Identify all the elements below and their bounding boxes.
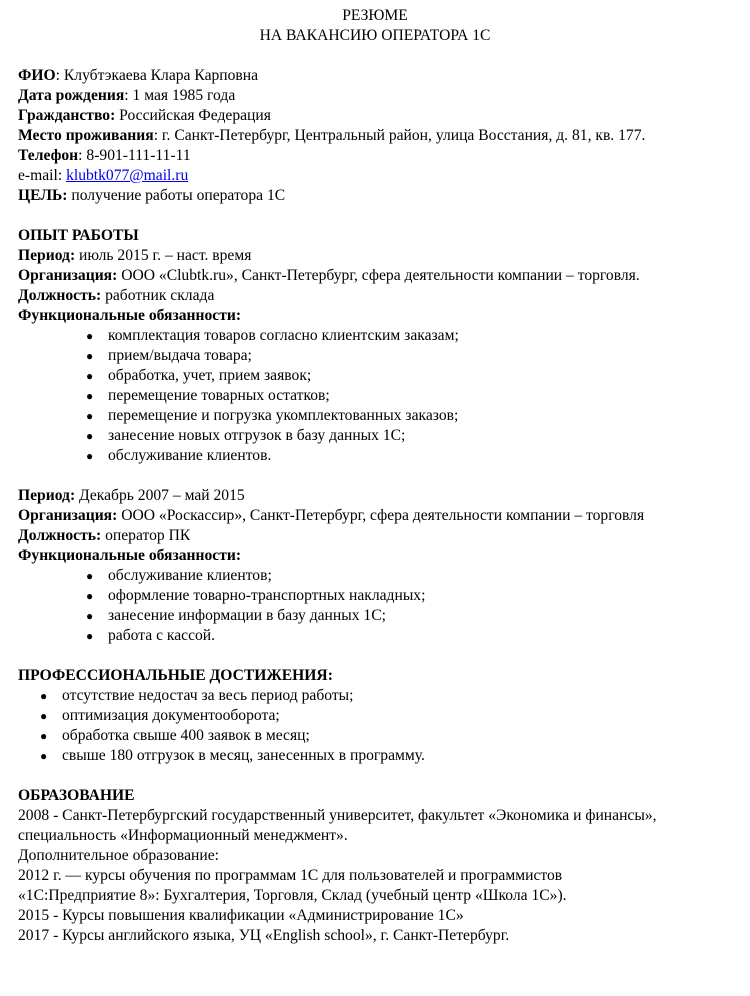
list-item-text: свыше 180 отгрузок в месяц, занесенных в программу. <box>62 747 425 764</box>
list-item <box>18 726 746 746</box>
list-item-text: отсутствие недостач за весь период работы; <box>62 687 354 704</box>
bullet-icon: ● <box>86 629 94 643</box>
citizenship-value: Российская Федерация <box>115 107 271 124</box>
list-item-text: обслуживание клиентов. <box>108 447 272 464</box>
phone-value: : 8-901-111-11-11 <box>78 147 191 164</box>
job-org-line <box>18 506 746 526</box>
achievements-list <box>18 686 746 766</box>
job-position-value: работник склада <box>101 287 215 304</box>
list-item <box>18 586 746 606</box>
list-item <box>18 446 746 466</box>
bullet-icon: ● <box>86 569 94 583</box>
job-period-line <box>18 246 746 266</box>
list-item-text: прием/выдача товара; <box>108 347 252 364</box>
resume-subtitle: НА ВАКАНСИЮ ОПЕРАТОРА 1С <box>259 27 491 44</box>
job-period-value: Декабрь 2007 – май 2015 <box>75 487 245 504</box>
list-item-text: обработка, учет, прием заявок; <box>108 367 312 384</box>
bullet-icon: ● <box>86 369 94 383</box>
resume-page <box>18 6 746 946</box>
list-item-text: комплектация товаров согласно клиентским заказам; <box>108 327 459 344</box>
list-item-text: обработка свыше 400 заявок в месяц; <box>62 727 310 744</box>
fio-line <box>18 66 746 86</box>
list-item-text: занесение информации в базу данных 1С; <box>108 607 386 624</box>
job-duties-list <box>18 326 746 466</box>
email-link[interactable]: klubtk077@mail.ru <box>66 167 189 184</box>
phone-label: Телефон <box>18 147 79 164</box>
list-item-text: перемещение товарных остатков; <box>108 387 330 404</box>
bullet-icon: ● <box>86 429 94 443</box>
list-item <box>18 406 746 426</box>
job-period-label: Период: <box>18 247 76 264</box>
goal-value: получение работы оператора 1С <box>67 187 286 204</box>
education-main: 2008 - Санкт-Петербургский государственный университет, факультет «Экономика и финансы», специальность «Информационный менеджмент». <box>18 807 657 844</box>
list-item <box>18 326 746 346</box>
list-item-text: обслуживание клиентов; <box>108 567 272 584</box>
list-item-text: оформление товарно-транспортных накладных; <box>108 587 426 604</box>
job-position-line <box>18 526 746 546</box>
fio-label: ФИО <box>18 67 56 84</box>
job-entry <box>18 246 746 466</box>
education-additional-label: Дополнительное образование: <box>18 847 219 864</box>
job-org-label: Организация: <box>18 267 118 284</box>
achievements-heading: ПРОФЕССИОНАЛЬНЫЕ ДОСТИЖЕНИЯ: <box>18 667 333 684</box>
job-duties-label-text: Функциональные обязанности: <box>18 547 242 564</box>
job-period-value: июль 2015 г. – наст. время <box>75 247 252 264</box>
list-item <box>18 746 746 766</box>
bullet-icon: ● <box>40 709 48 723</box>
list-item <box>18 386 746 406</box>
dob-label: Дата рождения <box>18 87 125 104</box>
list-item <box>18 626 746 646</box>
job-position-label: Должность: <box>18 287 102 304</box>
job-position-line <box>18 286 746 306</box>
job-org-value: ООО «Clubtk.ru», Санкт-Петербург, сфера деятельности компании – торговля. <box>117 267 640 284</box>
list-item-text: работа с кассой. <box>108 627 216 644</box>
bullet-icon: ● <box>86 609 94 623</box>
bullet-icon: ● <box>86 409 94 423</box>
list-item <box>18 566 746 586</box>
citizenship-line <box>18 106 746 126</box>
job-entry <box>18 486 746 646</box>
list-item-text: занесение новых отгрузок в базу данных 1С; <box>108 427 406 444</box>
goal-label: ЦЕЛЬ: <box>18 187 68 204</box>
bullet-icon: ● <box>40 729 48 743</box>
job-period-line <box>18 486 746 506</box>
job-org-label: Организация: <box>18 507 118 524</box>
goal-line <box>18 186 746 206</box>
list-item <box>18 426 746 446</box>
dob-line <box>18 86 746 106</box>
residence-value: : г. Санкт-Петербург, Центральный район, улица Восстания, д. 81, кв. 177. <box>153 127 646 144</box>
list-item <box>18 606 746 626</box>
education-heading: ОБРАЗОВАНИЕ <box>18 787 135 804</box>
job-position-label: Должность: <box>18 527 102 544</box>
fio-value: : Клубтэкаева Клара Карповна <box>55 67 259 84</box>
bullet-icon: ● <box>86 449 94 463</box>
bullet-icon: ● <box>86 589 94 603</box>
email-label: e-mail: <box>18 167 67 184</box>
job-duties-label <box>18 546 746 566</box>
list-item <box>18 686 746 706</box>
email-line <box>18 166 746 186</box>
citizenship-label: Гражданство: <box>18 107 116 124</box>
job-duties-label-text: Функциональные обязанности: <box>18 307 242 324</box>
dob-value: : 1 мая 1985 года <box>124 87 236 104</box>
job-org-line <box>18 266 746 286</box>
list-item-text: перемещение и погрузка укомплектованных заказов; <box>108 407 459 424</box>
job-period-label: Период: <box>18 487 76 504</box>
education-course: 2012 г. — курсы обучения по программам 1С для пользователей и программистов «1С:Предприятие 8»: Бухгалтерия, Торговля, Склад (учебный центр «Школа 1С»). <box>18 867 567 904</box>
resume-title: РЕЗЮМЕ <box>342 7 408 24</box>
education-course: 2015 - Курсы повышения квалификации «Администрирование 1С» <box>18 907 464 924</box>
job-org-value: ООО «Роскассир», Санкт-Петербург, сфера деятельности компании – торговля <box>117 507 645 524</box>
bullet-icon: ● <box>86 389 94 403</box>
job-position-value: оператор ПК <box>101 527 191 544</box>
bullet-icon: ● <box>86 349 94 363</box>
list-item-text: оптимизация документооборота; <box>62 707 280 724</box>
list-item <box>18 366 746 386</box>
list-item <box>18 346 746 366</box>
residence-line <box>18 126 708 146</box>
bullet-icon: ● <box>40 689 48 703</box>
list-item <box>18 706 746 726</box>
education-course: 2017 - Курсы английского языка, УЦ «English school», г. Санкт-Петербург. <box>18 927 510 944</box>
job-duties-label <box>18 306 746 326</box>
residence-label: Место проживания <box>18 127 154 144</box>
bullet-icon: ● <box>86 329 94 343</box>
experience-heading: ОПЫТ РАБОТЫ <box>18 227 139 244</box>
phone-line <box>18 146 746 166</box>
bullet-icon: ● <box>40 749 48 763</box>
job-duties-list <box>18 566 746 646</box>
